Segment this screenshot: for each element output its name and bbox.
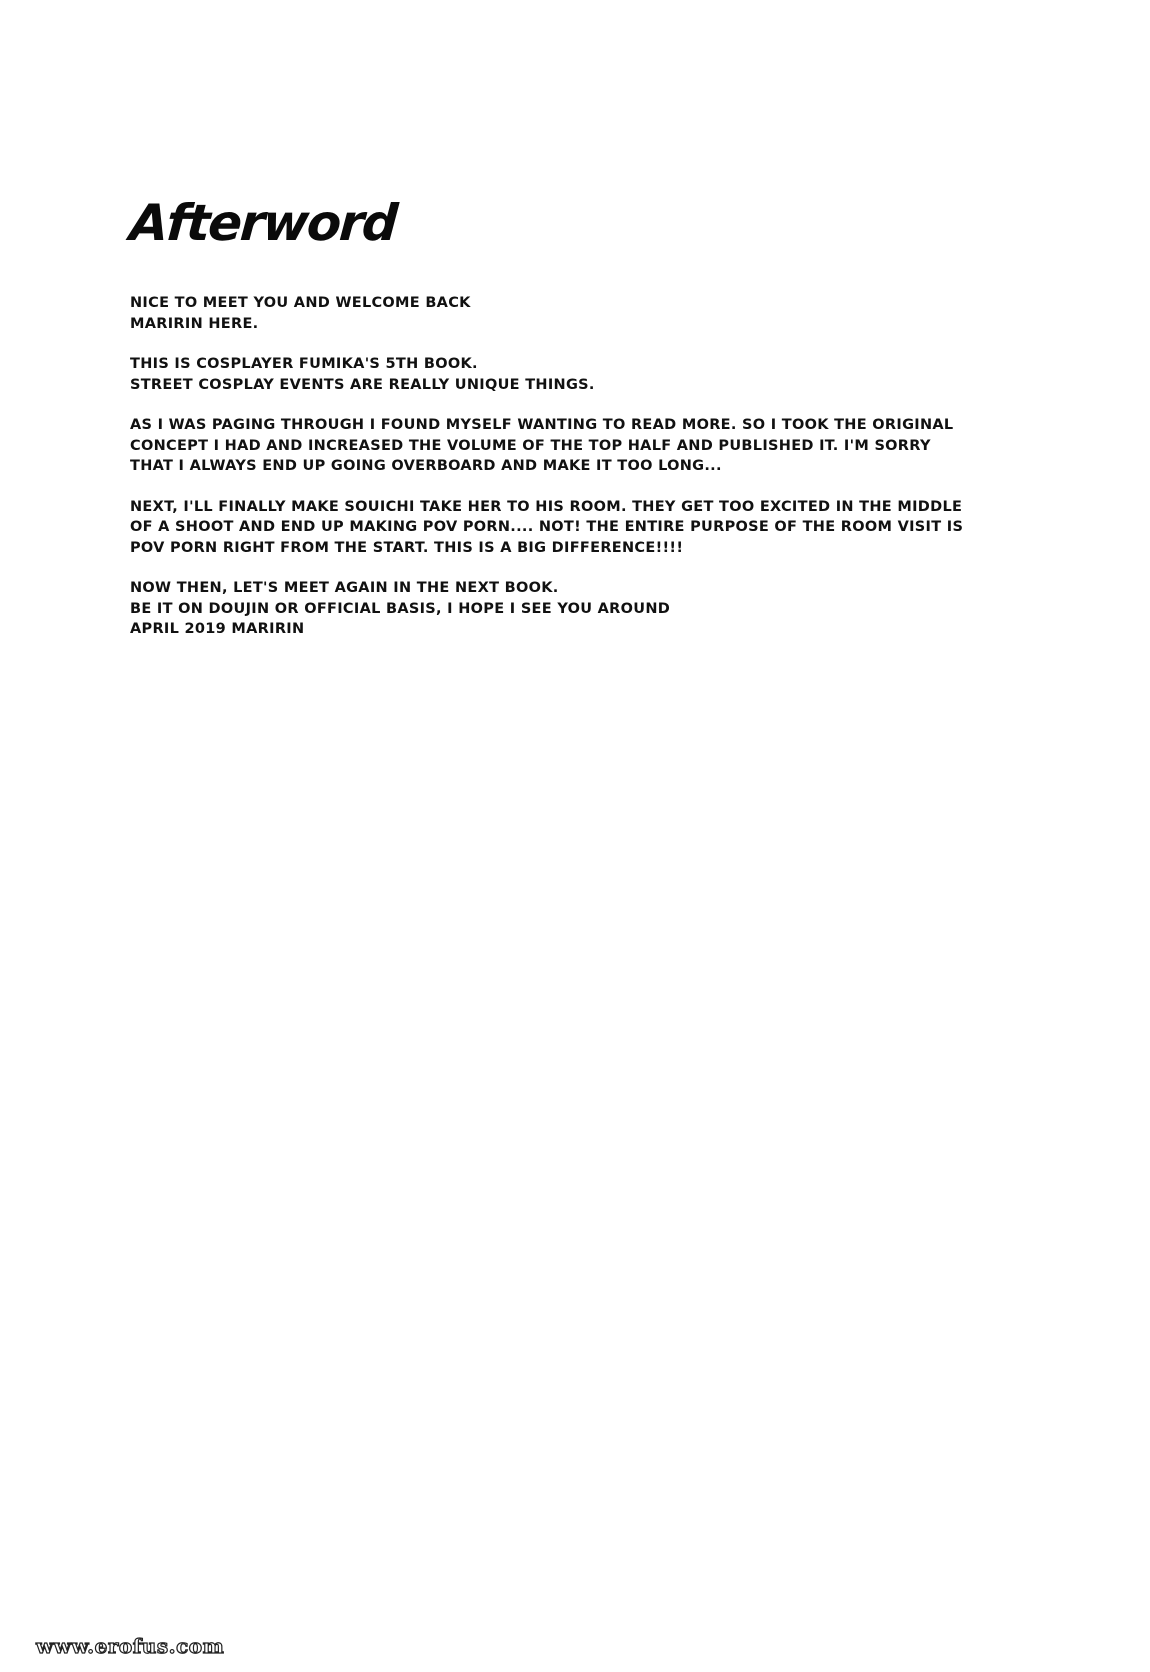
text-line: THAT I ALWAYS END UP GOING OVERBOARD AND MAKE IT TOO LONG... [130,458,722,474]
watermark: www.erofus.com [36,1634,225,1658]
text-line: BE IT ON DOUJIN OR OFFICIAL BASIS, I HOPE I SEE YOU AROUND [130,600,671,617]
text-line: NEXT, I'LL FINALLY MAKE SOUICHI TAKE HER TO HIS ROOM. THEY GET TOO EXCITED IN THE MIDDLE [130,498,963,515]
text-line: NOW THEN, LET'S MEET AGAIN IN THE NEXT BOOK. [130,580,559,596]
paragraph-5 [130,578,1010,640]
text-line: NICE TO MEET YOU AND WELCOME BACK [130,295,471,311]
text-line: CONCEPT I HAD AND INCREASED THE VOLUME OF THE TOP HALF AND PUBLISHED IT. I'M SORRY [130,437,931,454]
text-line: THIS IS COSPLAYER FUMIKA'S 5TH BOOK. [130,356,478,372]
paragraph-1 [130,293,1010,334]
afterword-body [130,293,1010,660]
text-line: OF A SHOOT AND END UP MAKING POV PORN.... NOT! THE ENTIRE PURPOSE OF THE ROOM VISIT IS [130,519,964,535]
page-title: Afterword [127,194,398,252]
paragraph-3 [130,415,1010,477]
signature-line: APRIL 2019 MARIRIN [130,621,305,637]
text-line: STREET COSPLAY EVENTS ARE REALLY UNIQUE THINGS. [130,376,595,393]
text-line: MARIRIN HERE. [130,315,259,332]
paragraph-4 [130,497,1010,559]
paragraph-2 [130,354,1010,395]
text-line: POV PORN RIGHT FROM THE START. THIS IS A BIG DIFFERENCE!!!! [130,539,684,556]
text-line: AS I WAS PAGING THROUGH I FOUND MYSELF WANTING TO READ MORE. SO I TOOK THE ORIGINAL [130,417,954,433]
